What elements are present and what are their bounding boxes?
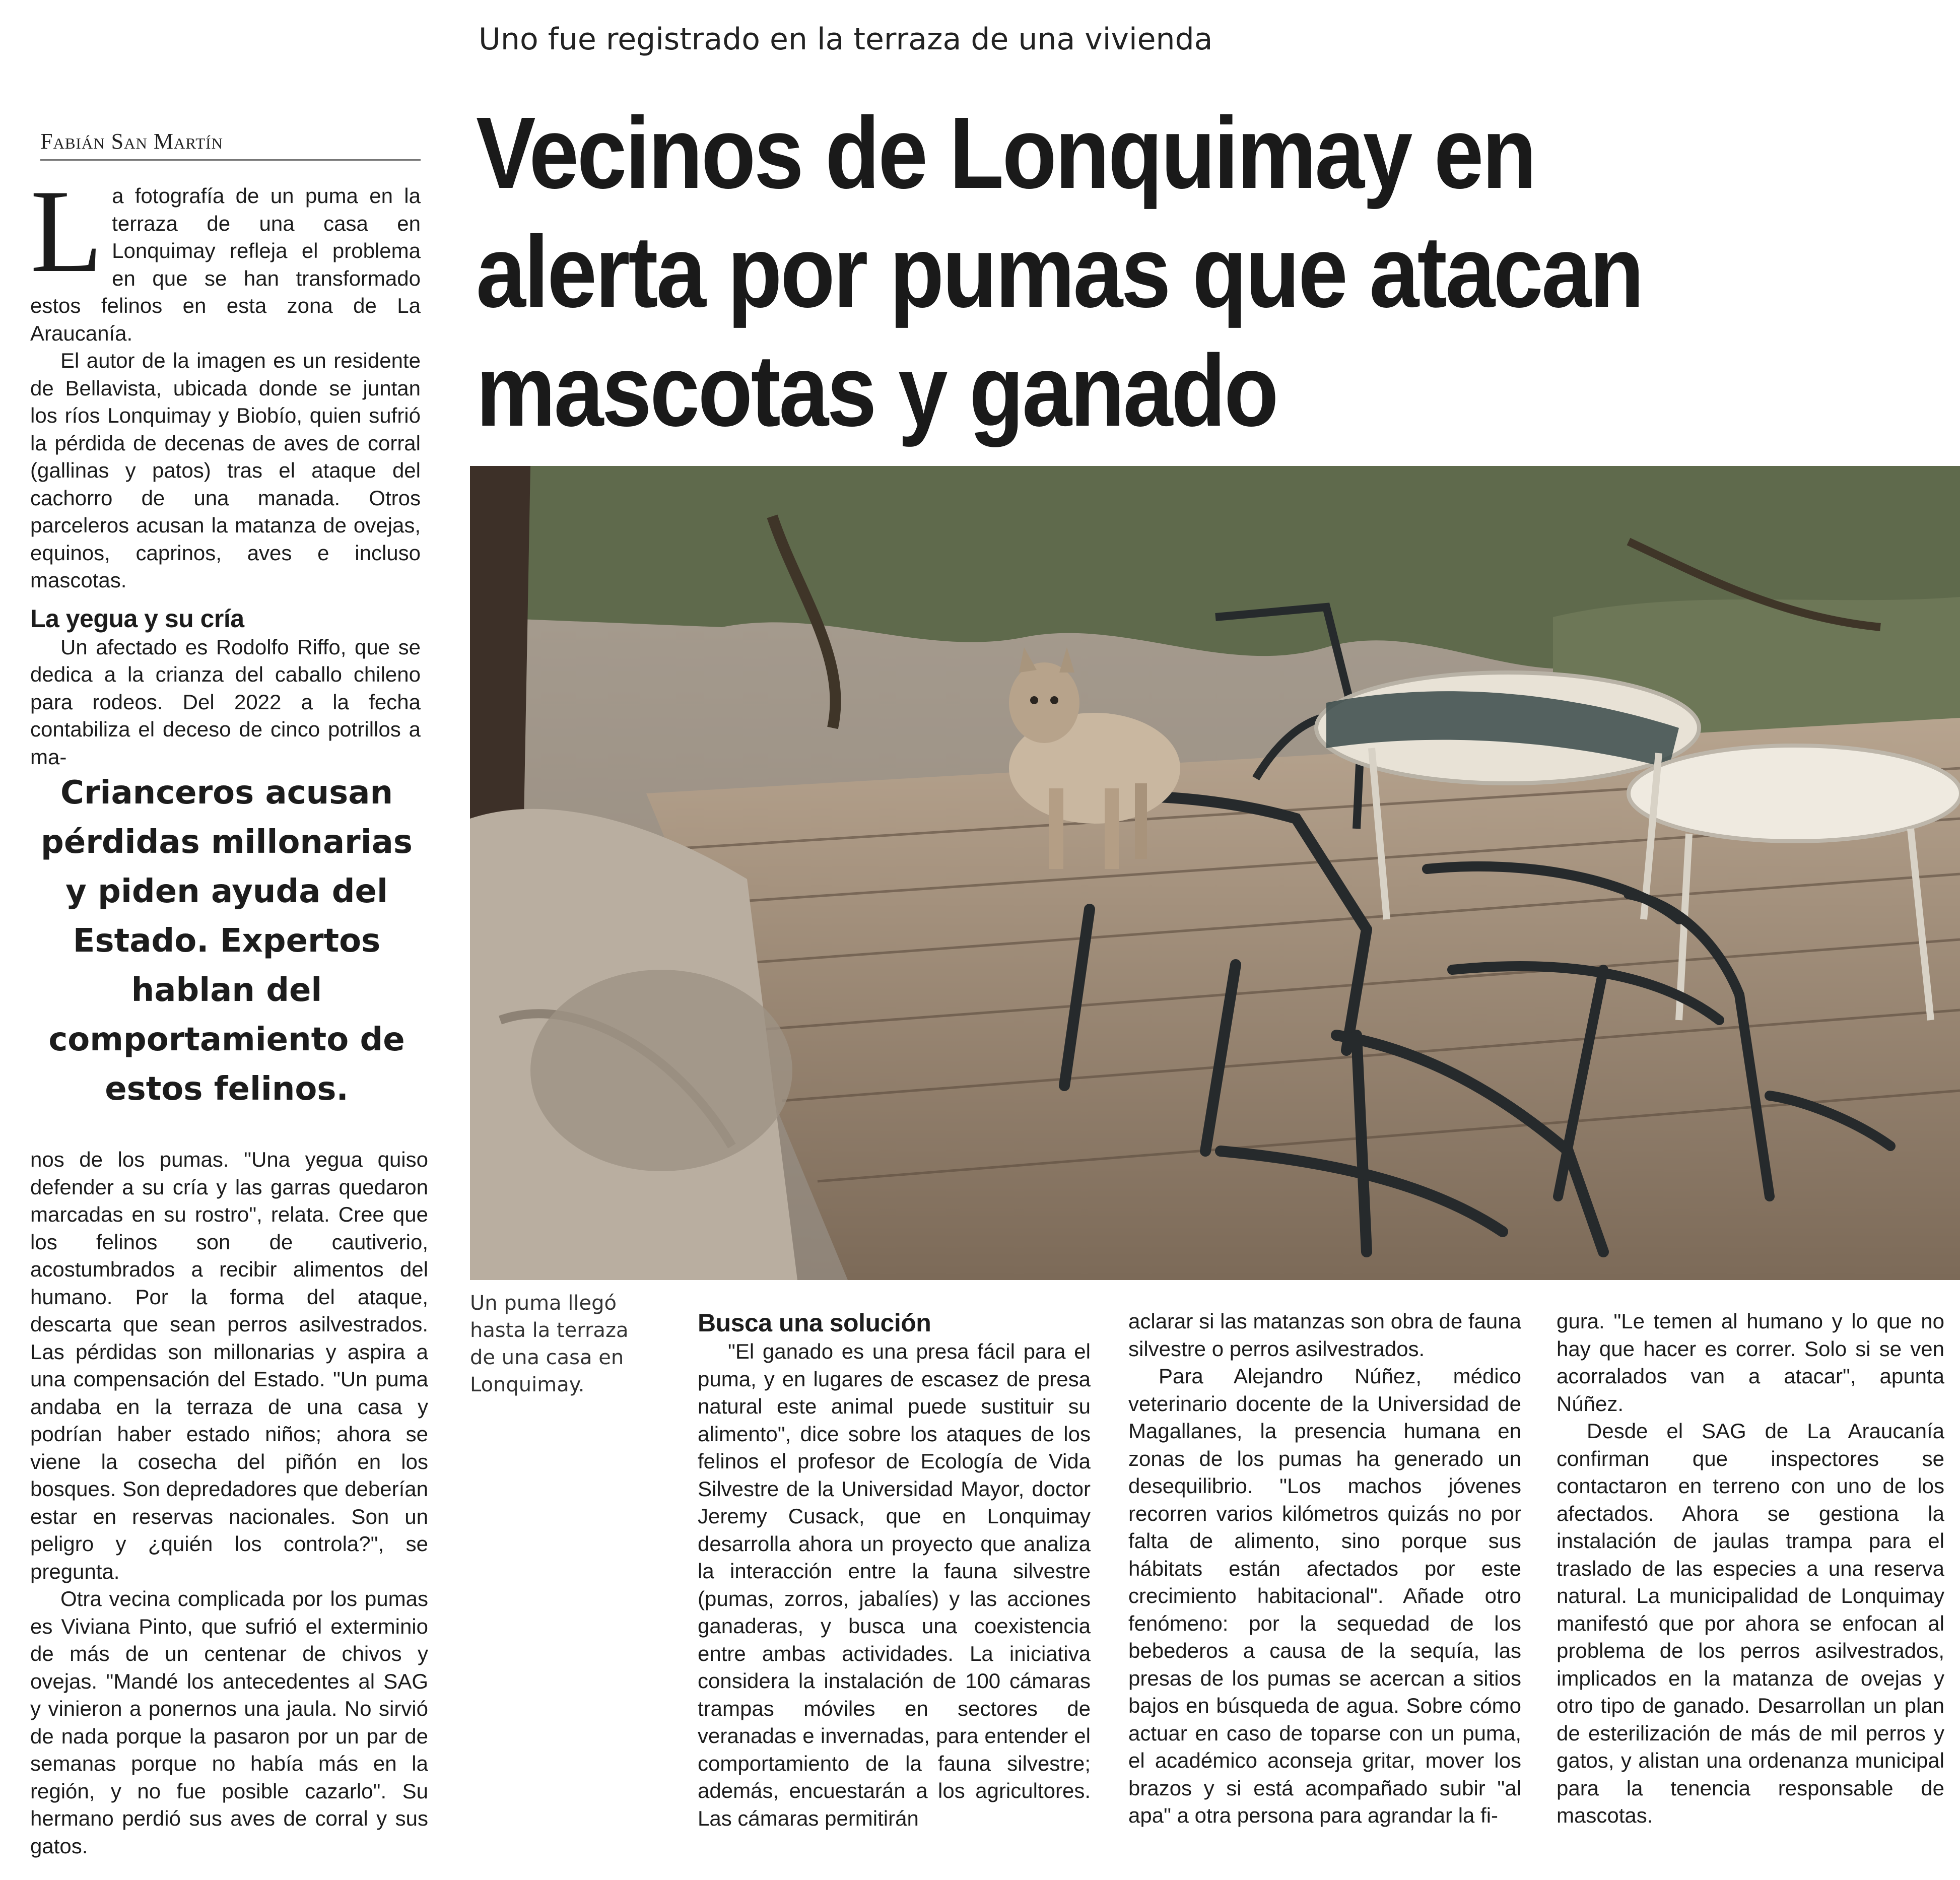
puma-photo-illustration	[470, 466, 1960, 1280]
paragraph: Para Alejandro Núñez, médico veterinario docente de la Universidad de Magallanes, la presencia humana en zonas de los pumas ha generado un desequilibrio. "Los machos jóvenes recorren varios kilómetros quizás no por falta de alimento, sino porque sus hábitats están afectados por este crecimiento habitacional". Añade otro fenómeno: por la sequedad de los bebederos a causa de la sequía, las presas de los pumas se acercan a sitios bajos en búsqueda de agua. Sobre cómo actuar en caso de toparse con un puma, el académico aconseja gritar, mover los brazos y si está acompañado subir "al apa" a otra persona para agrandar la fi-	[1128, 1364, 1521, 1827]
lead-paragraph	[30, 166, 421, 347]
paragraph: Un afectado es Rodolfo Riffo, que se dedica a la crianza del caballo chileno para rodeos. Del 2022 a la fecha contabiliza el deceso de cinco potrillos a ma-	[30, 635, 421, 769]
paragraph: nos de los pumas. "Una yegua quiso defender a su cría y las garras quedaron marcadas en su rostro", relata. Cree que los felinos son de cautiverio, acostumbrados a recibir alimentos del humano. Por la forma del ataque, descarta que sean perros asilvestrados. Las pérdidas son millonarias y aspira a una compensación del Estado. "Un puma andaba en la terraza de una casa y podrían haber estado niños; ahora se viene la cosecha del piñón en los bosques. Son depredadores que deberían estar en reservas nacionales. Son un peligro y ¿quién los controla?", se pregunta.	[30, 1148, 428, 1583]
paragraph: Desde el SAG de La Araucanía confirman que inspectores se contactaron en terreno con uno de los afectados. Ahora se gestiona la instalación de jaulas trampa para el traslado de las especies a una reserva natural. La municipalidad de Lonquimay manifestó que por ahora se enfocan al problema de los perros asilvestrados, implicados en la matanza de ovejas y otro tipo de ganado. Desarrollan un plan de esterilización de más de mil perros y gatos, y alistan una ordenanza municipal para la tenencia responsable de mascotas.	[1557, 1419, 1944, 1827]
column-3	[1128, 1308, 1521, 1872]
puma-terrace-photo	[470, 466, 1960, 1280]
paragraph: El autor de la imagen es un residente de Bellavista, ubicada donde se juntan los ríos Lonquimay y Biobío, quien sufrió la pérdida de decenas de aves de corral (gallinas y patos) tras el ataque del cachorro de una manada. Otros parceleros acusan la matanza de ovejas, equinos, caprinos, aves e incluso mascotas.	[30, 349, 421, 592]
subhead-solucion: Busca una solución	[698, 1309, 931, 1337]
headline-line-1: Vecinos de Lonquimay en	[476, 96, 1535, 210]
drop-cap: L	[30, 166, 103, 297]
paragraph: Otra vecina complicada por los pumas es Viviana Pinto, que sufrió el exterminio de más de un centenar de chivos y ovejas. "Mandé los antecedentes al SAG y vinieron a ponernos una jaula. No sirvió de nada porque la pasaron por un par de semanas porque no había más en la región, y no fue posible cazarlo". Su hermano perdió sus aves de corral y sus gatos.	[30, 1587, 428, 1858]
column-1-bottom	[30, 1146, 428, 1869]
pull-quote: Crianceros acusan pérdidas millonarias y piden ayuda del Estado. Expertos hablan del comportamiento de estos felinos.	[41, 774, 413, 1108]
column-2	[698, 1308, 1091, 1872]
paragraph: gura. "Le temen al humano y lo que no hay que hacer es correr. Solo si se ven acorralados van a atacar", apunta Núñez.	[1557, 1309, 1944, 1416]
paragraph: "El ganado es una presa fácil para el puma, y en lugares de escasez de presa natural este animal puede sustituir su alimento", dice sobre los ataques de los felinos el profesor de Ecología de Vida Silvestre de la Universidad Mayor, doctor Jeremy Cusack, que en Lonquimay desarrolla ahora un proyecto que analiza la interacción entre la fauna silvestre (pumas, zorros, jabalíes) y las acciones ganaderas, y busca una coexistencia entre ambas actividades. La iniciativa considera la instalación de 100 cámaras trampas móviles en sectores de veranadas e invernadas, para entender el comportamiento de la fauna silvestre; además, encuestarán a los agricultores. Las cámaras permitirán	[698, 1339, 1091, 1830]
photo-caption: Un puma llegó hasta la terraza de una casa en Lonquimay.	[470, 1292, 629, 1396]
paragraph: aclarar si las matanzas son obra de fauna silvestre o perros asilvestrados.	[1128, 1309, 1521, 1361]
column-4	[1557, 1308, 1944, 1872]
column-1-top	[30, 166, 421, 769]
subhead-yegua: La yegua y su cría	[30, 604, 244, 633]
headline-line-2: alerta por pumas que atacan	[476, 215, 1643, 328]
headline	[476, 93, 1771, 450]
lead-paragraph-text: a fotografía de un puma en la terraza de una casa en Lonquimay refleja el problema en que se han transformado estos felinos en esta zona de La Araucanía.	[30, 184, 421, 345]
byline	[40, 128, 421, 161]
byline-name: Fabián San Martín	[40, 129, 223, 154]
headline-line-3: mascotas y ganado	[476, 333, 1277, 447]
article-kicker: Uno fue registrado en la terraza de una vivienda	[479, 22, 1213, 57]
